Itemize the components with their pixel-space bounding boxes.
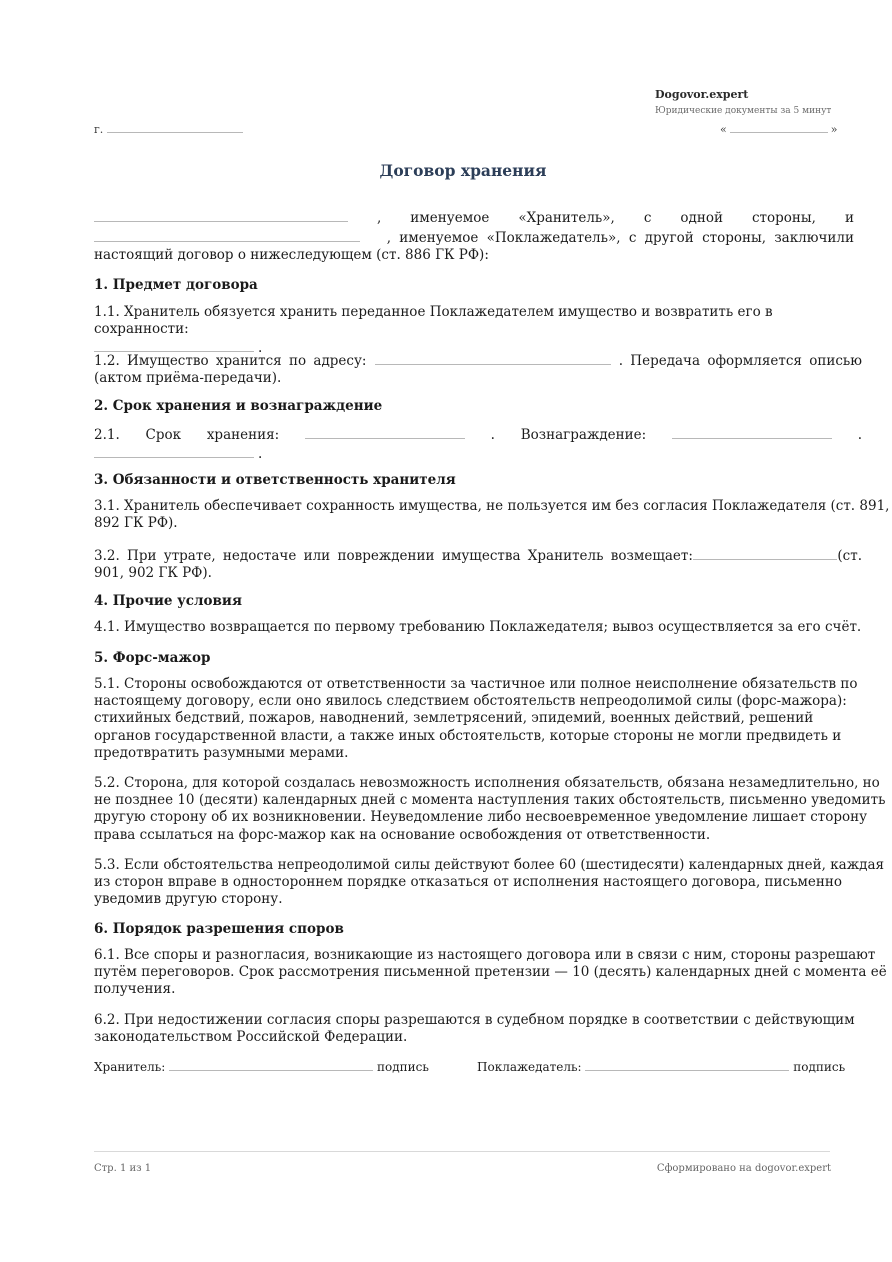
section-heading: 1. Предмет договора: [94, 277, 258, 293]
city-field: [94, 121, 243, 137]
clause-line: путём переговоров. Срок рассмотрения письменной претензии — 10 (десять) календарных дней с момента её: [94, 964, 887, 981]
clause-word: .: [857, 427, 862, 443]
clause-text: . Передача оформляется описью: [618, 353, 862, 369]
section-1: [94, 276, 862, 294]
clause-end: .: [258, 340, 263, 357]
clause-text: 1.2. Имущество хранится по адресу:: [94, 353, 367, 369]
clause-tail: [94, 444, 862, 463]
clause-2-1: [94, 425, 862, 463]
preamble-line-2: [94, 228, 854, 248]
preamble-word: стороны,: [751, 210, 816, 226]
document-title: Договор хранения: [379, 161, 547, 180]
keeper-label: Хранитель:: [94, 1060, 166, 1074]
clause-text: 1.1. Хранитель обязуется хранить переданное Поклажедателем имущество и возвратить его в сохранности:: [94, 304, 773, 338]
preamble-word: ,: [377, 210, 382, 226]
brand-name: Dogovor.expert: [655, 88, 749, 101]
keeper-signature: [94, 1058, 429, 1075]
section-heading: 3. Обязанности и ответственность хранителя: [94, 472, 456, 488]
preamble-word: с: [643, 210, 652, 226]
preamble-word: и: [844, 210, 854, 226]
preamble-word: именуемое: [410, 210, 490, 226]
clause-line: из сторон вправе в одностороннем порядке отказаться от исполнения настоящего договора, письменно: [94, 874, 843, 891]
clause-6-2: [94, 1012, 862, 1046]
clause-5-2: [94, 775, 886, 844]
depositor-signature: [477, 1058, 845, 1075]
clause-3-2: [94, 546, 862, 582]
section-5: [94, 649, 862, 667]
depositor-signature-blank[interactable]: [585, 1058, 789, 1071]
date-blank[interactable]: [730, 121, 828, 133]
depositor-sign-caption: подпись: [793, 1060, 846, 1074]
date-open-quote: «: [720, 123, 727, 136]
clause-5-3: [94, 857, 885, 909]
city-blank[interactable]: [107, 121, 243, 133]
clause-line: уведомив другую сторону.: [94, 891, 283, 908]
preamble: [94, 208, 854, 265]
clause-3-1: [94, 498, 890, 532]
depositor-name-blank[interactable]: [94, 228, 360, 242]
clause-line: получения.: [94, 981, 176, 998]
clause-line: 6.1. Все споры и разногласия, возникающие из настоящего договора или в связи с ним, стороны разрешают: [94, 947, 876, 963]
clause-text: (актом приёма-передачи).: [94, 370, 282, 387]
preamble-word: одной: [680, 210, 723, 226]
section-heading: 6. Порядок разрешения споров: [94, 921, 344, 937]
date-close-quote: »: [830, 123, 838, 136]
brand-tagline: Юридические документы за 5 минут: [655, 106, 832, 116]
clause-line: 6.2. При недостижении согласия споры разрешаются в судебном порядке в соответствии с действующим: [94, 1012, 855, 1028]
preamble-line-3: [94, 247, 854, 265]
clause-word: Срок: [145, 427, 182, 443]
clause-4-1: [94, 619, 862, 636]
fee-blank[interactable]: [672, 425, 832, 439]
clause-text: (ст.: [837, 548, 862, 564]
brand-block: [655, 88, 855, 117]
clause-5-1: [94, 676, 862, 762]
city-prefix: г.: [94, 123, 104, 136]
clause-line: настоящему договору, если оно явилось следствием обстоятельств непреодолимой силы (форс-мажора):: [94, 693, 847, 710]
address-blank[interactable]: [375, 351, 611, 365]
page-number: Стр. 1 из 1: [94, 1163, 152, 1174]
clause-text: 901, 902 ГК РФ).: [94, 565, 212, 582]
footer-divider: [94, 1151, 830, 1152]
clause-line: 5.1. Стороны освобождаются от ответственности за частичное или полное неисполнение обязательств по: [94, 676, 858, 692]
clause-1-1: [94, 304, 862, 358]
section-3: [94, 471, 862, 489]
preamble-word: «Хранитель»,: [518, 210, 615, 226]
clause-line: законодательством Российской Федерации.: [94, 1029, 408, 1046]
clause-line: [94, 425, 862, 444]
clause-text: 3.1. Хранитель обеспечивает сохранность имущества, не пользуется им без согласия Поклажедателя (ст. 891,: [94, 498, 890, 514]
clause-text: 4.1. Имущество возвращается по первому требованию Поклажедателя; вывоз осуществляется за его счёт.: [94, 619, 862, 635]
section-heading: 2. Срок хранения и вознаграждение: [94, 398, 383, 414]
clause-end: .: [258, 446, 263, 463]
clause-text: 3.2. При утрате, недостаче или повреждении имущества Хранитель возмещает:: [94, 548, 693, 564]
preamble-text: , именуемое «Поклажедатель», с другой стороны, заключили: [386, 229, 854, 246]
clause-line: 5.2. Сторона, для которой создалась невозможность исполнения обязательств, обязана незамедлительно, но: [94, 775, 880, 791]
clause-word: хранения:: [206, 427, 280, 443]
generated-by: Сформировано на dogovor.expert: [656, 1163, 831, 1174]
section-heading: 4. Прочие условия: [94, 593, 242, 609]
keeper-name-blank[interactable]: [94, 208, 348, 222]
date-field: [720, 121, 837, 137]
section-6: [94, 920, 862, 938]
clause-line: стихийных бедствий, пожаров, наводнений, землетрясений, эпидемий, военных действий, решений: [94, 710, 814, 727]
clause-number: 2.1.: [94, 427, 120, 443]
clause-line: 5.3. Если обстоятельства непреодолимой силы действуют более 60 (шестидесяти) календарных дней, каждая: [94, 857, 885, 873]
clause-line: [94, 351, 862, 370]
clause-word: .: [490, 427, 495, 443]
depositor-label: Поклажедатель:: [477, 1060, 582, 1074]
section-2: [94, 397, 862, 415]
clause-line: предотвратить разумными мерами.: [94, 744, 349, 761]
clause-line: права ссылаться на форс-мажор как на основание освобождения от ответственности.: [94, 826, 711, 843]
clause-text: 892 ГК РФ).: [94, 515, 178, 532]
clause-line: [94, 546, 862, 565]
term-blank[interactable]: [305, 425, 465, 439]
compensation-blank[interactable]: [693, 546, 837, 560]
clause-line: органов государственной власти, а также иных обстоятельств, которые стороны не могли предвидеть и: [94, 727, 842, 744]
clause-word: Вознаграждение:: [520, 427, 647, 443]
clause-line: другую сторону об их возникновении. Неуведомление либо несвоевременное уведомление лишает сторону: [94, 809, 868, 826]
preamble-line-1: [94, 208, 854, 228]
fee-continuation-blank[interactable]: [94, 444, 254, 458]
section-4: [94, 592, 862, 610]
keeper-sign-caption: подпись: [376, 1060, 429, 1074]
clause-6-1: [94, 947, 887, 999]
clause-line: не позднее 10 (десяти) календарных дней с момента наступления таких обстоятельств, письменно уведомить: [94, 792, 886, 809]
clause-1-2: [94, 351, 862, 387]
preamble-text: настоящий договор о нижеследующем (ст. 886 ГК РФ):: [94, 247, 489, 263]
keeper-signature-blank[interactable]: [169, 1058, 373, 1071]
section-heading: 5. Форс-мажор: [94, 650, 211, 666]
